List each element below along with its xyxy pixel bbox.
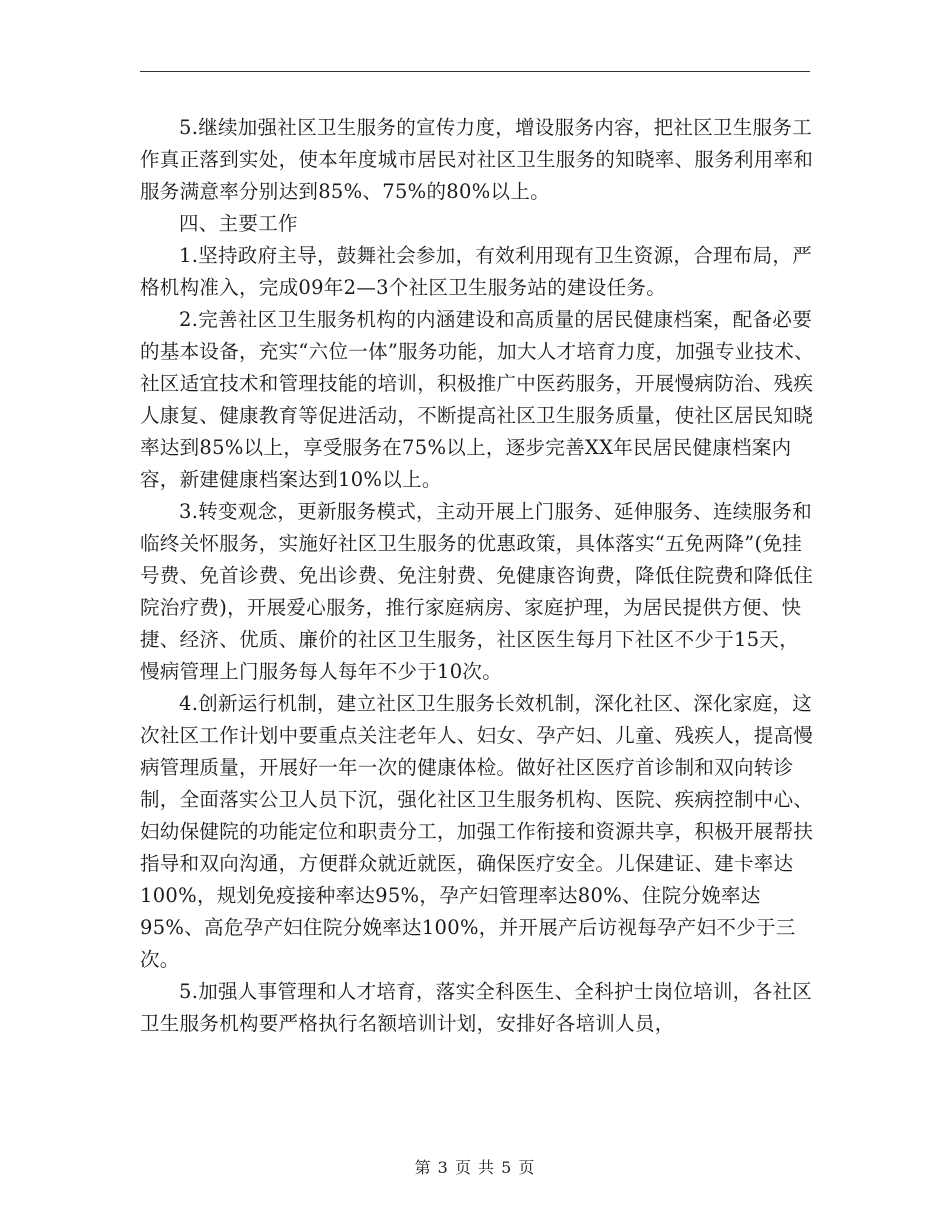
- paragraph-work-3: 3.转变观念，更新服务模式，主动开展上门服务、延伸服务、连续服务和临终关怀服务，实施好社区卫生服务的优惠政策，具体落实“五免两降”(免挂号费、免首诊费、免出诊费、免注射费、免健康咨询费，降低住院费和降低住院治疗费)，开展爱心服务，推行家庭病房、家庭护理，为居民提供方便、快捷、经济、优质、廉价的社区卫生服务，社区医生每月下社区不少于15天，慢病管理上门服务每人每年不少于10次。: [140, 500, 814, 683]
- paragraph-work-1: 1.坚持政府主导，鼓舞社会参加，有效利用现有卫生资源，合理布局，严格机构准入，完成09年2—3个社区卫生服务站的建设任务。: [140, 244, 813, 299]
- paragraph-item-5-publicity: 5.继续加强社区卫生服务的宣传力度，增设服务内容，把社区卫生服务工作真正落到实处，使本年度城市居民对社区卫生服务的知晓率、服务利用率和服务满意率分别达到85%、75%的80%以上。: [140, 116, 814, 203]
- paragraph-work-4: 4.创新运行机制，建立社区卫生服务长效机制，深化社区、深化家庭，这次社区工作计划中要重点关注老年人、妇女、孕产妇、儿童、残疾人，提高慢病管理质量，开展好一年一次的健康体检。做好社区医疗首诊制和双向转诊制，全面落实公卫人员下沉，强化社区卫生服务机构、医院、疾病控制中心、妇幼保健院的功能定位和职责分工，加强工作衔接和资源共享，积极开展帮扶指导和双向沟通，方便群众就近就医，确保医疗安全。儿保建证、建卡率达100%，规划免疫接种率达95%，孕产妇管理率达80%、住院分娩率达95%、高危孕产妇住院分娩率达100%，并开展产后访视每孕产妇不少于三次。: [140, 692, 814, 971]
- paragraph-work-2: 2.完善社区卫生服务机构的内涵建设和高质量的居民健康档案，配备必要的基本设备，充实“六位一体”服务功能，加大人才培育力度，加强专业技术、社区适宜技术和管理技能的培训，积极推广中医药服务，开展慢病防治、残疾人康复、健康教育等促进活动，不断提高社区卫生服务质量，使社区居民知晓率达到85%以上，享受服务在75%以上，逐步完善XX年民居民健康档案内容，新建健康档案达到10%以上。: [140, 308, 814, 491]
- document-body: [140, 112, 816, 1040]
- header-rule: [140, 71, 810, 72]
- section-heading-main-work: 四、主要工作: [179, 212, 298, 235]
- paragraph-work-5: 5.加强人事管理和人才培育，落实全科医生、全科护士岗位培训，各社区卫生服务机构要严格执行名额培训计划，安排好各培训人员，: [140, 980, 813, 1035]
- page-number-footer: 第 3 页 共 5 页: [414, 1158, 536, 1177]
